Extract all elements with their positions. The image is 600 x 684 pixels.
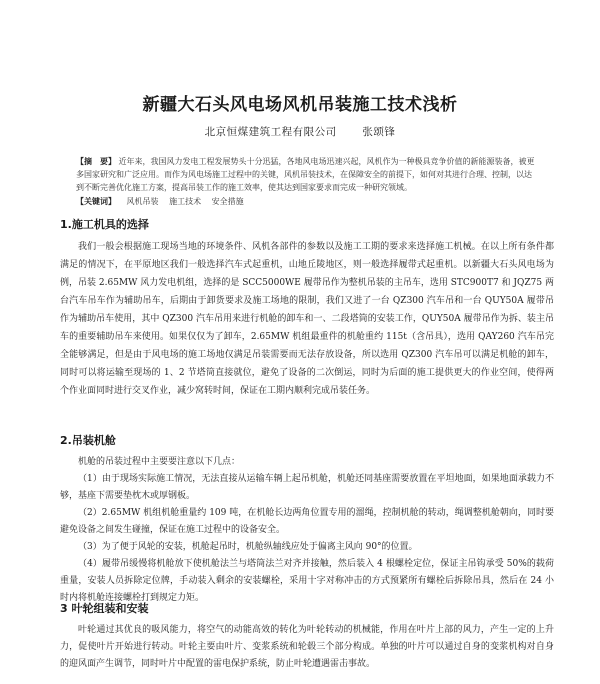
author-name: 张颂锋 (362, 126, 396, 138)
keywords-line (76, 195, 538, 208)
paragraph: 机舱的吊装过程中主要要注意以下几点： (78, 457, 241, 467)
paragraph: （4）履带吊缓慢将机舱放下使机舱法兰与塔筒法兰对齐并接触，然后装入 4 根螺栓定位，保证主吊钩承受 50%的载荷重量，安装人员拆除定位牌，手动装入剩余的安装螺栓，采用十字对称冲击的方式预紧所有螺栓后拆除吊具，然后在 24 小时内将机舱连接螺栓打到规定力矩。 (60, 559, 554, 603)
abstract (76, 155, 538, 208)
section-heading: 2.吊装机舱 (60, 434, 116, 447)
paragraph: （1）由于现场实际施工情况，无法直接从运输车辆上起吊机舱，机舱还同基座需要放置在平坦地面，如果地面承载力不够，基座下需要垫枕木或厚钢板。 (60, 474, 554, 501)
section-rotor-assembly (60, 600, 554, 673)
author-organization: 北京恒煤建筑工程有限公司 (204, 126, 337, 138)
section-heading: 1.施工机具的选择 (60, 218, 149, 231)
paragraph: 我们一般会根据施工现场当地的环境条件、风机各部件的参数以及施工工期的要求来选择施工机械。在以上所有条件都满足的情况下，在平原地区我们一般选择汽车式起重机，山地丘陵地区，则一般选择履带式起重机。以新疆大石头风电场为例，吊装 2.65MW 风力发电机组，选择的是 SCC5000WE 履带吊作为整机吊装的主吊车，选用 STC900T7 和 JQZ75 两台汽车吊车作为辅助吊车，后期由于卸货要求及施工场地的限制，我们又进了一台 QZ300 汽车吊和一台 QUY50A 履带吊作为辅助吊车使用，其中 QZ300 汽车吊用来进行机舱的卸车和一、二段塔筒的安装工作，QUY50A 履带吊作为拆、装主吊车的重要辅助吊车来使用。如果仅仅为了卸车，2.65MW 机组最重件的机舱重约 115t（含吊具），选用 QAY260 汽车吊完全能够满足，但是由于风电场的施工场地仅满足吊装需要而无法存放设备，所以选用 QZ300 汽车吊可以满足机舱的卸车，同时可以将运输至现场的 1、2 节塔筒直接就位，避免了设备的二次倒运，同时为后面的施工提供更大的作业空间，使得两个作业面同时进行交叉作业，减少窝转时间，保证在工期内顺利完成吊装任务。 (60, 242, 554, 396)
keyword: 施工技术 (169, 197, 202, 206)
paragraph: （3）为了便于风轮的安装，机舱起吊时，机舱纵轴线应处于偏离主风向 90°的位置。 (78, 542, 418, 552)
section-heading: 3 叶轮组装和安装 (60, 602, 149, 615)
author-line (0, 124, 600, 139)
keywords-label: 【关键词】 (76, 196, 116, 206)
paragraph: 叶轮通过其优良的吸风能力，将空气的动能高效的转化为叶轮转动的机械能，作用在叶片上部的风力，产生一定的上升力，促使叶片开始进行转动。叶轮主要由叶片、变浆系统和轮毂三个部分构成。单独的叶片可以通过自身的变浆机构对自身的迎风面产生调节，同时叶片中配置的雷电保护系统，防止叶轮遭遇雷击事故。 (60, 625, 554, 669)
abstract-label: 【摘 要】 (76, 156, 116, 166)
abstract-body (76, 155, 538, 194)
abstract-text: 近年来，我国风力发电工程发展势头十分迅猛，各地风电场迅速兴起，风机作为一种极具竞争价值的新能源装备，被更多国家研究和广泛应用。而作为风电场施工过程中的关键，风机吊装技术，在保障安全的前提下，如何对其进行合理、控制，以达到不断完善优化施工方案，提高吊装工作的施工效率，使其达到国家要求而完成一种研究领域。 (76, 157, 535, 192)
paragraph: （2）2.65MW 机组机舱重量约 109 吨，在机舱长边两角位置专用的溜绳，控制机舱的转动，绳调整机舱朝向，同时要避免设备之间发生碰撞，保证在施工过程中的设备安全。 (60, 508, 554, 535)
paper-title: 新疆大石头风电场风机吊装施工技术浅析 (142, 95, 458, 115)
section-nacelle-hoisting (60, 432, 554, 607)
keyword: 安全措施 (211, 197, 244, 206)
keyword: 风机吊装 (126, 197, 159, 206)
section-equipment-selection (60, 216, 554, 400)
